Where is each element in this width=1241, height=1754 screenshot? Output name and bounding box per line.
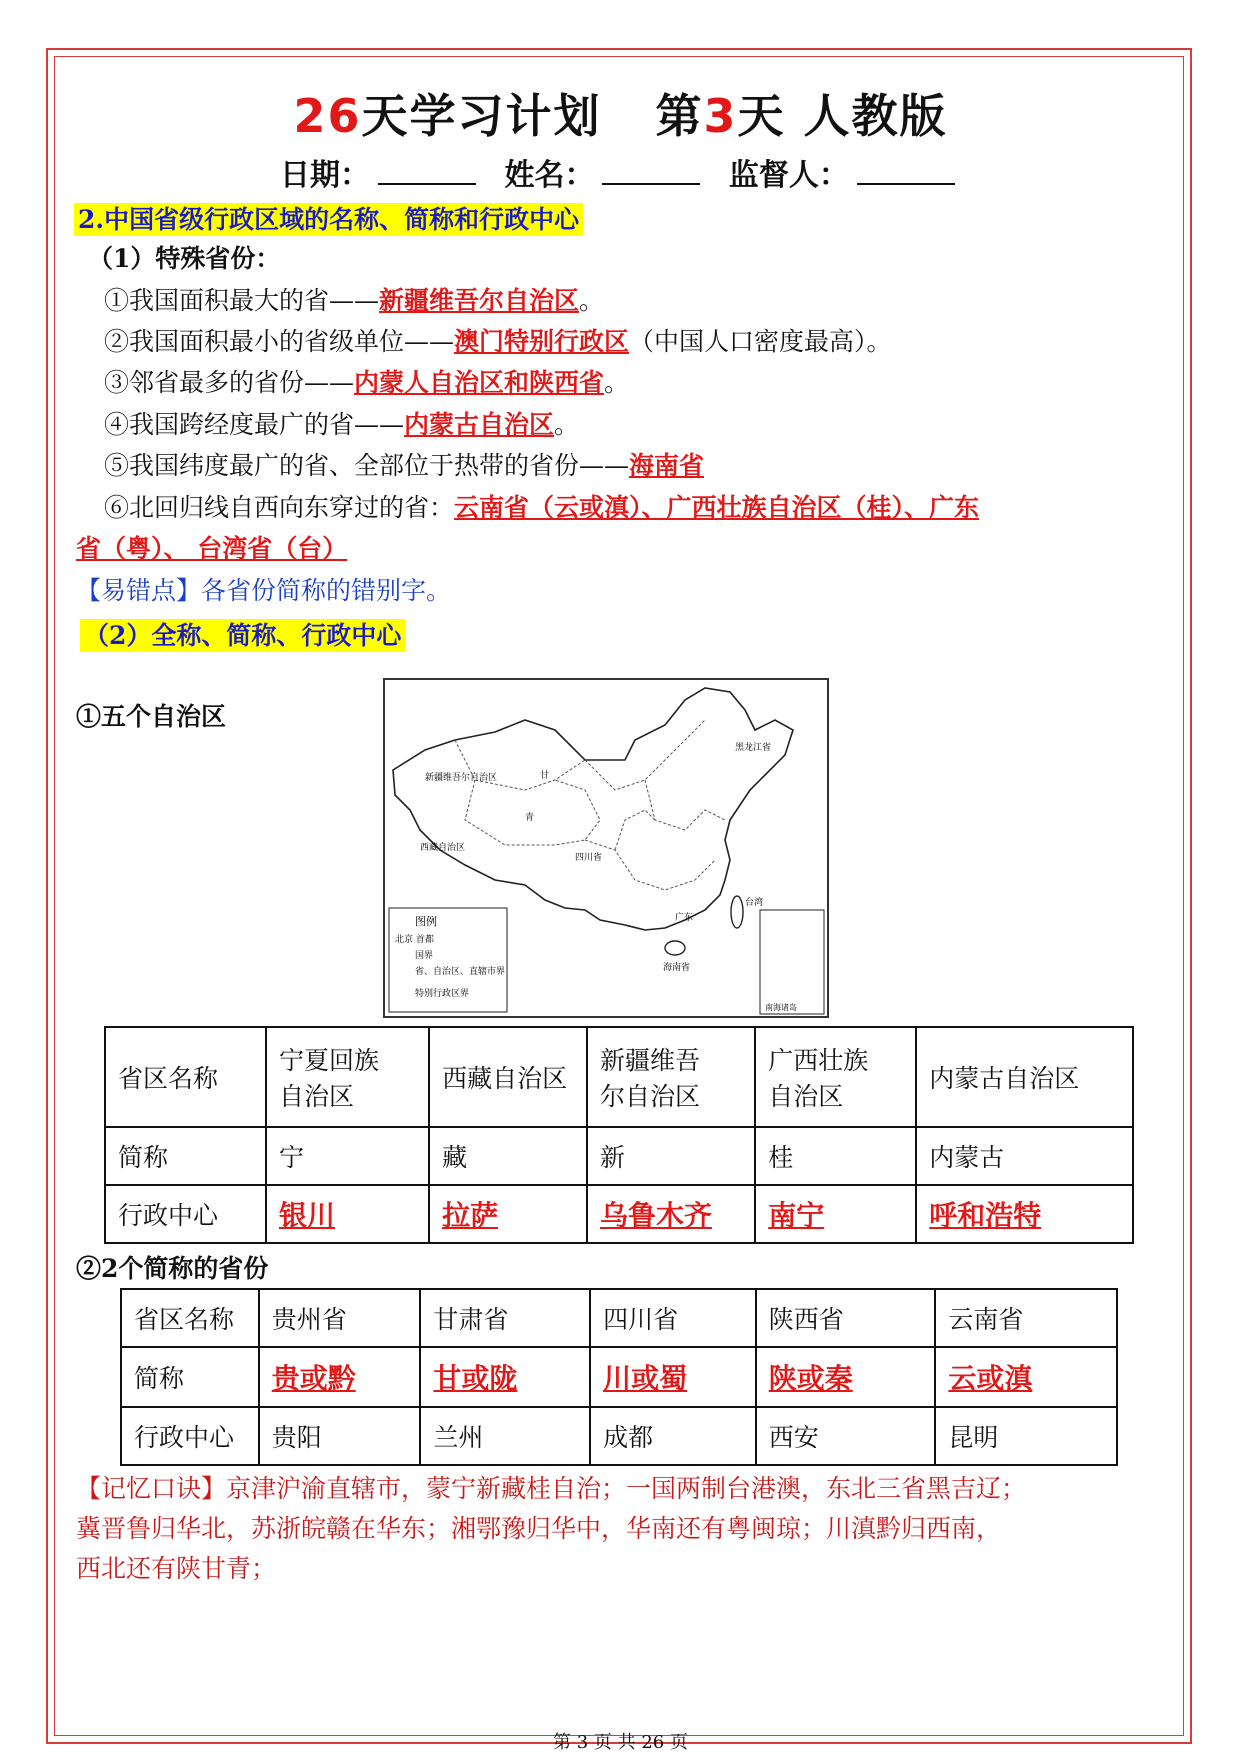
row-header: 简称 xyxy=(105,1127,266,1185)
name-label: 姓名： xyxy=(504,158,595,193)
title-day-prefix: 第 xyxy=(655,89,704,143)
name-blank[interactable] xyxy=(602,157,700,185)
two-abbr-table xyxy=(120,1288,1118,1466)
row-header: 简称 xyxy=(121,1347,259,1407)
map-label: 新疆维吾尔自治区 xyxy=(425,773,498,783)
sub-heading-table: （2）全称、简称、行政中心 xyxy=(80,616,405,652)
table-row xyxy=(121,1289,1117,1347)
table-cell: 乌鲁木齐 xyxy=(587,1185,755,1243)
table-cell: 兰州 xyxy=(420,1407,590,1465)
sub-heading-special: （1）特殊省份： xyxy=(88,244,281,273)
mnemonic-line: 西北还有陕甘青； xyxy=(76,1554,277,1583)
map-label: 广东 xyxy=(675,913,694,923)
row-header: 行政中心 xyxy=(105,1185,266,1243)
info-line xyxy=(280,150,973,194)
title-number: 26 xyxy=(293,89,362,143)
table-cell: 内蒙古自治区 xyxy=(916,1027,1133,1127)
date-blank[interactable] xyxy=(378,157,476,185)
table-cell: 银川 xyxy=(266,1185,429,1243)
china-map xyxy=(383,678,829,1018)
table-cell: 贵州省 xyxy=(259,1289,421,1347)
table-cell: 西藏自治区 xyxy=(429,1027,587,1127)
map-label: 南海诸岛 xyxy=(765,1003,797,1012)
list-item: ⑤我国纬度最广的省、全部位于热带的省份——海南省 xyxy=(104,451,705,480)
table-cell: 昆明 xyxy=(935,1407,1117,1465)
table-cell: 宁 xyxy=(266,1127,429,1185)
table-row xyxy=(105,1185,1133,1243)
table-cell: 内蒙古 xyxy=(916,1127,1133,1185)
china-map-drawing xyxy=(385,680,827,1016)
autonomous-regions-table xyxy=(104,1026,1134,1244)
page-title xyxy=(0,80,1241,146)
list-item: ⑥北回归线自西向东穿过的省：云南省（云或滇）、广西壮族自治区（桂）、广东 xyxy=(104,493,980,522)
south-sea-inset xyxy=(760,910,824,1014)
map-label: 甘 xyxy=(540,771,550,781)
table-cell: 贵阳 xyxy=(259,1407,421,1465)
map-label: 四川省 xyxy=(575,853,603,863)
table-cell: 拉萨 xyxy=(429,1185,587,1243)
table-cell: 呼和浩特 xyxy=(916,1185,1133,1243)
supervisor-blank[interactable] xyxy=(857,157,955,185)
row-header: 省区名称 xyxy=(121,1289,259,1347)
table-cell: 陕或秦 xyxy=(756,1347,936,1407)
section-heading: 2.中国省级行政区域的名称、简称和行政中心 xyxy=(74,200,583,236)
map-legend-item: 特别行政区界 xyxy=(415,989,470,999)
map-boundary xyxy=(585,720,705,790)
table-cell: 南宁 xyxy=(755,1185,916,1243)
map-label: 西藏自治区 xyxy=(420,843,466,853)
map-label: 青 xyxy=(525,813,535,823)
supervisor-label: 监督人： xyxy=(728,158,849,193)
title-day-suffix: 天 人教版 xyxy=(737,89,948,143)
map-legend-title: 图例 xyxy=(415,915,437,928)
list-item: ①我国面积最大的省——新疆维吾尔自治区。 xyxy=(104,286,605,315)
table-row xyxy=(105,1027,1133,1127)
table-cell: 新 xyxy=(587,1127,755,1185)
table-cell: 成都 xyxy=(590,1407,756,1465)
table-cell: 宁夏回族 自治区 xyxy=(266,1027,429,1127)
table-cell: 陕西省 xyxy=(756,1289,936,1347)
map-label: 海南省 xyxy=(663,963,691,973)
table-cell: 云或滇 xyxy=(935,1347,1117,1407)
table-row xyxy=(121,1407,1117,1465)
map-legend-item: 北京 首都 xyxy=(395,935,434,945)
table-row xyxy=(121,1347,1117,1407)
mnemonic-line: 【记忆口诀】京津沪渝直辖市，蒙宁新藏桂自治；一国两制台港澳，东北三省黑吉辽； xyxy=(76,1474,1027,1503)
table-cell: 贵或黔 xyxy=(259,1347,421,1407)
table-cell: 云南省 xyxy=(935,1289,1117,1347)
row-header: 省区名称 xyxy=(105,1027,266,1127)
map-legend-item: 国界 xyxy=(415,951,434,961)
map-boundary xyxy=(645,780,725,830)
row-header: 行政中心 xyxy=(121,1407,259,1465)
table-cell: 四川省 xyxy=(590,1289,756,1347)
map-boundary xyxy=(585,840,715,890)
table-row xyxy=(105,1127,1133,1185)
error-point-note: 【易错点】各省份简称的错别字。 xyxy=(76,576,452,605)
table-cell: 甘或陇 xyxy=(420,1347,590,1407)
table-cell: 西安 xyxy=(756,1407,936,1465)
list-item: ③邻省最多的省份——内蒙人自治区和陕西省。 xyxy=(104,368,630,397)
list-item: ②我国面积最小的省级单位——澳门特别行政区（中国人口密度最高）。 xyxy=(104,327,892,356)
map-label: 黑龙江省 xyxy=(735,743,772,753)
table-cell: 广西壮族 自治区 xyxy=(755,1027,916,1127)
table-cell: 藏 xyxy=(429,1127,587,1185)
date-label: 日期： xyxy=(280,158,370,193)
map-label: 台湾 xyxy=(745,898,764,908)
table-cell: 新疆维吾 尔自治区 xyxy=(587,1027,755,1127)
table-cell: 桂 xyxy=(755,1127,916,1185)
map-boundary xyxy=(615,810,655,850)
map-outline xyxy=(393,688,793,930)
list-item: ④我国跨经度最广的省——内蒙古自治区。 xyxy=(104,410,580,439)
hainan-shape xyxy=(665,941,685,955)
mnemonic-line: 冀晋鲁归华北，苏浙皖赣在华东；湘鄂豫归华中，华南还有粤闽琼；川滇黔归西南， xyxy=(76,1514,1002,1543)
list-item-continued: 省（粤）、 台湾省（台） xyxy=(76,534,348,563)
two-abbr-title: ②2个简称的省份 xyxy=(76,1254,269,1283)
taiwan-shape xyxy=(731,896,743,928)
table-cell: 川或蜀 xyxy=(590,1347,756,1407)
title-day-number: 3 xyxy=(703,89,738,143)
page-footer: 第 3 页 共 26 页 xyxy=(553,1732,688,1753)
table-cell: 甘肃省 xyxy=(420,1289,590,1347)
title-text: 天学习计划 xyxy=(361,89,602,143)
autonomous-regions-title: ①五个自治区 xyxy=(76,702,227,731)
map-legend-item: 省、自治区、直辖市界 xyxy=(415,967,506,977)
